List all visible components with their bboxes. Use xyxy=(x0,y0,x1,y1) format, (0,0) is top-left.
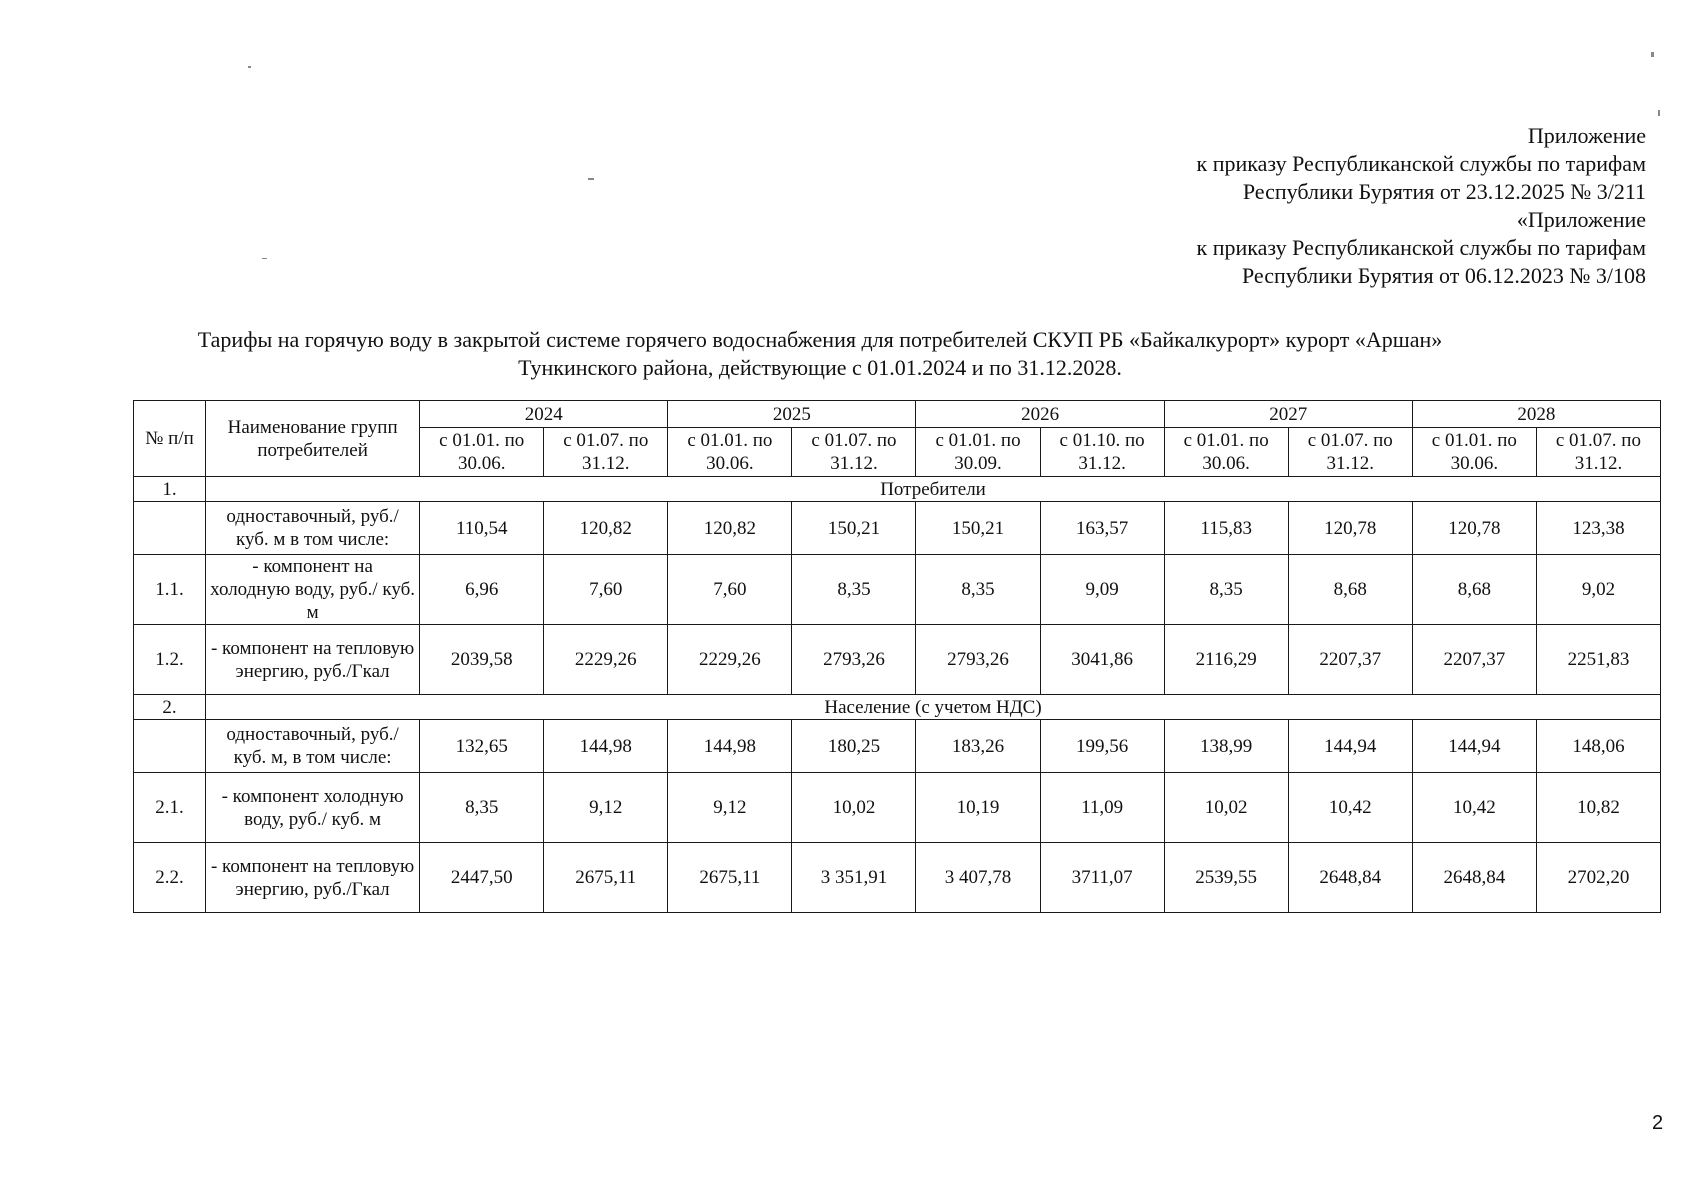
row-name: - компонент на тепловую энергию, руб./Гкал xyxy=(206,843,420,913)
section-row xyxy=(134,695,1661,720)
row-name: - компонент на тепловую энергию, руб./Гкал xyxy=(206,625,420,695)
tariff-value: 120,78 xyxy=(1288,502,1412,555)
tariff-value: 144,98 xyxy=(544,720,668,773)
tariff-value: 144,94 xyxy=(1288,720,1412,773)
row-name: - компонент на холодную воду, руб./ куб. м xyxy=(206,555,420,625)
tariff-value: 9,12 xyxy=(668,773,792,843)
tariff-value: 2648,84 xyxy=(1412,843,1536,913)
tariff-value: 9,02 xyxy=(1536,555,1660,625)
section-title: Население (с учетом НДС) xyxy=(206,695,1661,720)
appendix-line: «Приложение xyxy=(1516,207,1646,232)
year-header: 2026 xyxy=(916,401,1164,428)
section-number: 1. xyxy=(134,477,206,502)
tariff-value: 183,26 xyxy=(916,720,1040,773)
tariff-value: 10,02 xyxy=(792,773,916,843)
tariff-value: 8,35 xyxy=(1164,555,1288,625)
col-header-number: № п/п xyxy=(134,401,206,477)
tariff-value: 120,82 xyxy=(668,502,792,555)
tariff-value: 199,56 xyxy=(1040,720,1164,773)
row-name: - компонент холодную воду, руб./ куб. м xyxy=(206,773,420,843)
table-row xyxy=(134,555,1661,625)
year-header: 2027 xyxy=(1164,401,1412,428)
tariff-value: 3 351,91 xyxy=(792,843,916,913)
appendix-line: к приказу Республиканской службы по тарифам xyxy=(1196,151,1646,176)
tariff-value: 2648,84 xyxy=(1288,843,1412,913)
tariff-value: 8,68 xyxy=(1288,555,1412,625)
appendix-line: к приказу Республиканской службы по тарифам xyxy=(1196,235,1646,260)
tariff-value: 2039,58 xyxy=(420,625,544,695)
tariff-value: 2207,37 xyxy=(1412,625,1536,695)
year-header: 2025 xyxy=(668,401,916,428)
tariff-value: 138,99 xyxy=(1164,720,1288,773)
row-number: 1.1. xyxy=(134,555,206,625)
tariff-value: 11,09 xyxy=(1040,773,1164,843)
table-row xyxy=(134,625,1661,695)
tariff-value: 2207,37 xyxy=(1288,625,1412,695)
tariff-value: 180,25 xyxy=(792,720,916,773)
section-number: 2. xyxy=(134,695,206,720)
period-header: с 01.10. по 31.12. xyxy=(1040,428,1164,477)
page-number: 2 xyxy=(1652,1112,1664,1134)
period-header: с 01.07. по 31.12. xyxy=(792,428,916,477)
tariff-value: 123,38 xyxy=(1536,502,1660,555)
tariff-value: 3041,86 xyxy=(1040,625,1164,695)
tariff-value: 10,19 xyxy=(916,773,1040,843)
tariff-value: 8,68 xyxy=(1412,555,1536,625)
period-header: с 01.07. по 31.12. xyxy=(544,428,668,477)
scan-speck xyxy=(1651,52,1654,57)
tariff-value: 10,42 xyxy=(1288,773,1412,843)
tariff-value: 7,60 xyxy=(544,555,668,625)
tariff-value: 2702,20 xyxy=(1536,843,1660,913)
tariff-value: 120,78 xyxy=(1412,502,1536,555)
title-line-1: Тарифы на горячую воду в закрытой системе горячего водоснабжения для потребителей СКУП РБ «Байкалкурорт» курорт «Аршан» xyxy=(197,327,1443,352)
period-header: с 01.01. по 30.06. xyxy=(668,428,792,477)
table-row xyxy=(134,843,1661,913)
section-row xyxy=(134,477,1661,502)
appendix-line: Республики Бурятия от 23.12.2025 № 3/211 xyxy=(1242,179,1646,204)
tariff-value: 8,35 xyxy=(792,555,916,625)
tariff-value: 2251,83 xyxy=(1536,625,1660,695)
tariff-value: 115,83 xyxy=(1164,502,1288,555)
tariff-value: 2116,29 xyxy=(1164,625,1288,695)
tariff-value: 110,54 xyxy=(420,502,544,555)
tariff-value: 132,65 xyxy=(420,720,544,773)
tariff-value: 150,21 xyxy=(916,502,1040,555)
tariff-value: 9,09 xyxy=(1040,555,1164,625)
tariff-value: 7,60 xyxy=(668,555,792,625)
appendix-line: Республики Бурятия от 06.12.2023 № 3/108 xyxy=(1241,263,1646,288)
tariff-value: 8,35 xyxy=(916,555,1040,625)
row-number xyxy=(134,502,206,555)
period-header: с 01.01. по 30.06. xyxy=(1164,428,1288,477)
table-row xyxy=(134,502,1661,555)
table-row xyxy=(134,720,1661,773)
tariff-value: 2539,55 xyxy=(1164,843,1288,913)
row-number: 2.2. xyxy=(134,843,206,913)
tariff-value: 3 407,78 xyxy=(916,843,1040,913)
tariff-value: 150,21 xyxy=(792,502,916,555)
tariff-value: 9,12 xyxy=(544,773,668,843)
tariff-value: 10,82 xyxy=(1536,773,1660,843)
period-header: с 01.01. по 30.09. xyxy=(916,428,1040,477)
col-header-name: Наименование групп потребителей xyxy=(206,401,420,477)
period-header: с 01.01. по 30.06. xyxy=(420,428,544,477)
tariff-value: 2793,26 xyxy=(792,625,916,695)
tariff-value: 144,94 xyxy=(1412,720,1536,773)
row-number: 2.1. xyxy=(134,773,206,843)
tariff-value: 10,42 xyxy=(1412,773,1536,843)
row-name: одноставочный, руб./ куб. м в том числе: xyxy=(206,502,420,555)
tariff-value: 148,06 xyxy=(1536,720,1660,773)
scan-speck xyxy=(588,178,594,180)
tariff-value: 3711,07 xyxy=(1040,843,1164,913)
tariff-value: 2675,11 xyxy=(668,843,792,913)
tariff-value: 2675,11 xyxy=(544,843,668,913)
scan-speck xyxy=(248,66,251,68)
title-line-2: Тункинского района, действующие с 01.01.2024 и по 31.12.2028. xyxy=(518,355,1122,380)
section-title: Потребители xyxy=(206,477,1661,502)
row-number xyxy=(134,720,206,773)
tariff-value: 10,02 xyxy=(1164,773,1288,843)
tariff-value: 2229,26 xyxy=(668,625,792,695)
tariff-value: 120,82 xyxy=(544,502,668,555)
row-name: одноставочный, руб./ куб. м, в том числе: xyxy=(206,720,420,773)
row-number: 1.2. xyxy=(134,625,206,695)
tariff-value: 2793,26 xyxy=(916,625,1040,695)
year-header: 2028 xyxy=(1412,401,1660,428)
appendix-line: Приложение xyxy=(1527,123,1646,148)
tariff-value: 8,35 xyxy=(420,773,544,843)
tariff-value: 2229,26 xyxy=(544,625,668,695)
tariffs-table xyxy=(133,400,1661,913)
tariff-value: 2447,50 xyxy=(420,843,544,913)
year-header: 2024 xyxy=(420,401,668,428)
tariff-value: 6,96 xyxy=(420,555,544,625)
appendix-header xyxy=(1197,122,1646,290)
table-row xyxy=(134,773,1661,843)
period-header: с 01.01. по 30.06. xyxy=(1412,428,1536,477)
period-header: с 01.07. по 31.12. xyxy=(1288,428,1412,477)
scan-speck xyxy=(262,258,267,259)
scan-speck xyxy=(1658,110,1660,116)
tariff-value: 144,98 xyxy=(668,720,792,773)
tariff-value: 163,57 xyxy=(1040,502,1164,555)
document-title xyxy=(130,326,1510,382)
period-header: с 01.07. по 31.12. xyxy=(1536,428,1660,477)
